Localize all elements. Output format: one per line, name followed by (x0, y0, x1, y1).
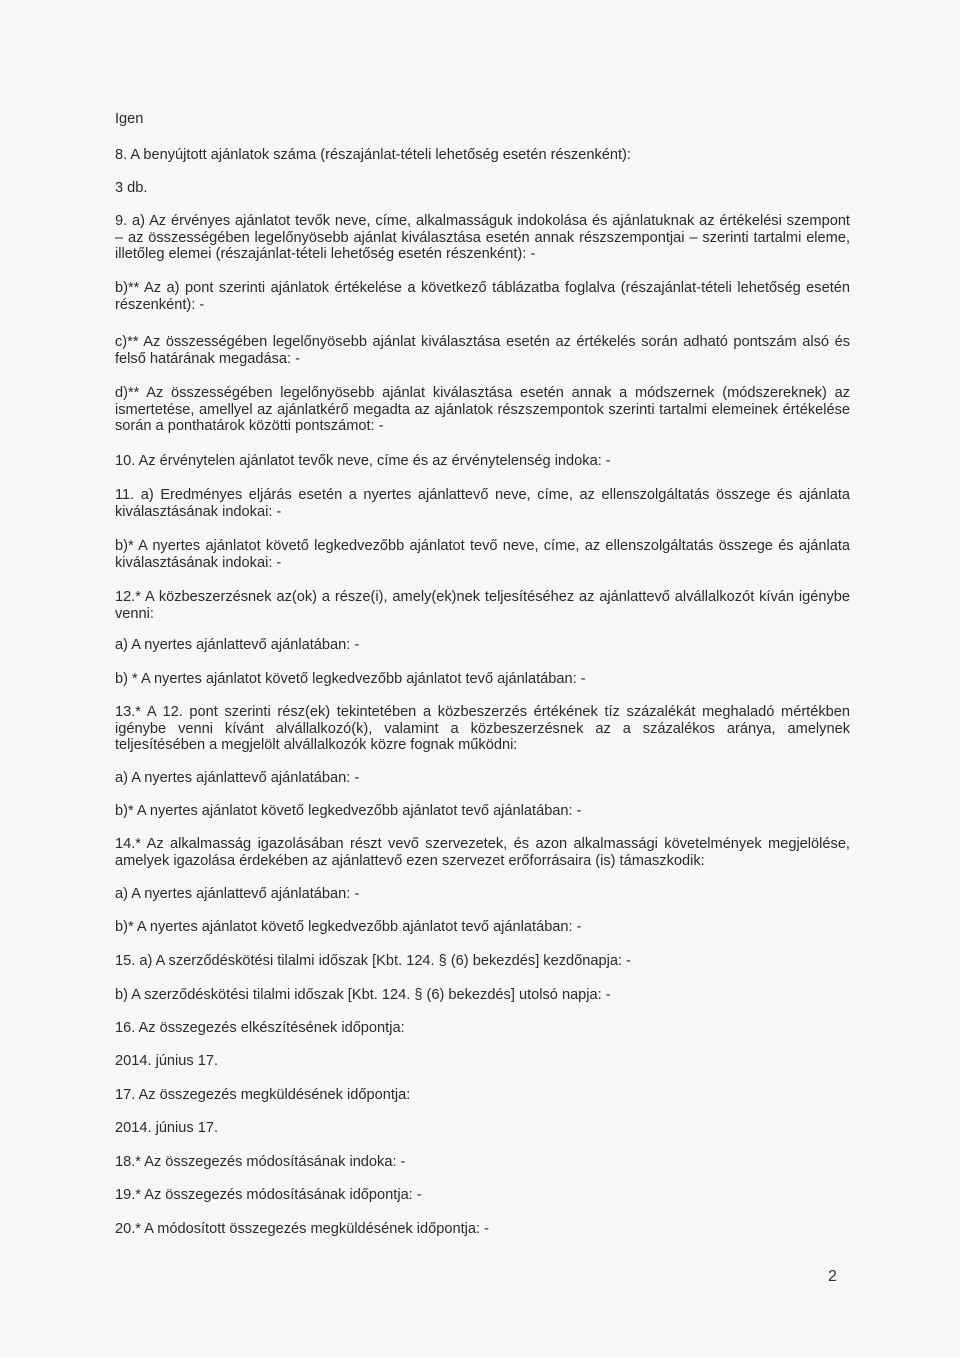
item-17: 17. Az összegezés megküldésének időpontja: (115, 1087, 411, 1103)
item-8-heading: 8. A benyújtott ajánlatok száma (részajánlat-tételi lehetőség esetén részenként): (115, 147, 631, 163)
item-14b: b)* A nyertes ajánlatot követő legkedvezőbb ajánlatot tevő ajánlatában: - (115, 919, 582, 935)
item-10: 10. Az érvénytelen ajánlatot tevők neve, címe és az érvénytelenség indoka: - (115, 453, 611, 469)
item-9c: c)** Az összességében legelőnyösebb ajánlat kiválasztása esetén az értékelés során adható pontszám alsó és felső határának megadása: - (115, 334, 850, 367)
item-16-date: 2014. június 17. (115, 1053, 219, 1069)
item-9a: 9. a) Az érvényes ajánlatot tevők neve, címe, alkalmasságuk indokolása és ajánlatuknak az értékelési szempont – az összességében legelőnyösebb ajánlat kiválasztása esetén annak részszempontjai – szerinti tartalmi eleme, illetőleg elemei (részajánlat-tételi lehetőség esetén részenként): - (115, 213, 850, 262)
item-11b: b)* A nyertes ajánlatot követő legkedvezőbb ajánlatot tevő neve, címe, az ellenszolgáltatás összege és ajánlata kiválasztásának indokai: - (115, 538, 850, 571)
item-16: 16. Az összegezés elkészítésének időpontja: (115, 1020, 405, 1036)
item-19: 19.* Az összegezés módosításának időpontja: - (115, 1187, 422, 1203)
item-14a: a) A nyertes ajánlattevő ajánlatában: - (115, 886, 360, 902)
item-20: 20.* A módosított összegezés megküldésének időpontja: - (115, 1221, 489, 1237)
item-9d: d)** Az összességében legelőnyösebb ajánlat kiválasztása esetén annak a módszernek (módszereknek) az ismertetése, amellyel az ajánlatkérő megadta az ajánlatok részszempontok szerinti tartalmi elemeinek értékelése során a ponthatárok közötti pontszámot: - (115, 385, 850, 434)
answer-igen: Igen (115, 111, 144, 127)
item-12a: a) A nyertes ajánlattevő ajánlatában: - (115, 637, 360, 653)
item-8-value: 3 db. (115, 180, 148, 196)
item-18: 18.* Az összegezés módosításának indoka: - (115, 1154, 406, 1170)
item-13: 13.* A 12. pont szerinti rész(ek) tekintetében a közbeszerzés értékének tíz százalékát meghaladó mértékben igénybe venni kívánt alvállalkozó(k), valamint a közbeszerzésnek az a százalékos aránya, amelynek teljesítésében a megjelölt alvállalkozók közre fognak működni: (115, 704, 850, 753)
item-17-date: 2014. június 17. (115, 1120, 219, 1136)
item-15b: b) A szerződéskötési tilalmi időszak [Kbt. 124. § (6) bekezdés] utolsó napja: - (115, 987, 611, 1003)
item-15a: 15. a) A szerződéskötési tilalmi időszak [Kbt. 124. § (6) bekezdés] kezdőnapja: - (115, 953, 631, 969)
item-12: 12.* A közbeszerzésnek az(ok) a része(i), amely(ek)nek teljesítéséhez az ajánlattevő alvállalkozót kíván igénybe venni: (115, 589, 850, 622)
item-11a: 11. a) Eredményes eljárás esetén a nyertes ajánlattevő neve, címe, az ellenszolgáltatás összege és ajánlata kiválasztásának indokai: - (115, 487, 850, 520)
page-number: 2 (828, 1268, 837, 1285)
item-9b: b)** Az a) pont szerinti ajánlatok értékelése a következő táblázatba foglalva (részajánlat-tételi lehetőség esetén részenként): - (115, 280, 850, 313)
item-13a: a) A nyertes ajánlattevő ajánlatában: - (115, 770, 360, 786)
item-14: 14.* Az alkalmasság igazolásában részt vevő szervezetek, és azon alkalmassági követelmények megjelölése, amelyek igazolása érdekében az ajánlattevő ezen szervezet erőforrásaira (is) támaszkodik: (115, 836, 850, 869)
item-12b: b) * A nyertes ajánlatot követő legkedvezőbb ajánlatot tevő ajánlatában: - (115, 671, 586, 687)
item-13b: b)* A nyertes ajánlatot követő legkedvezőbb ajánlatot tevő ajánlatában: - (115, 803, 582, 819)
